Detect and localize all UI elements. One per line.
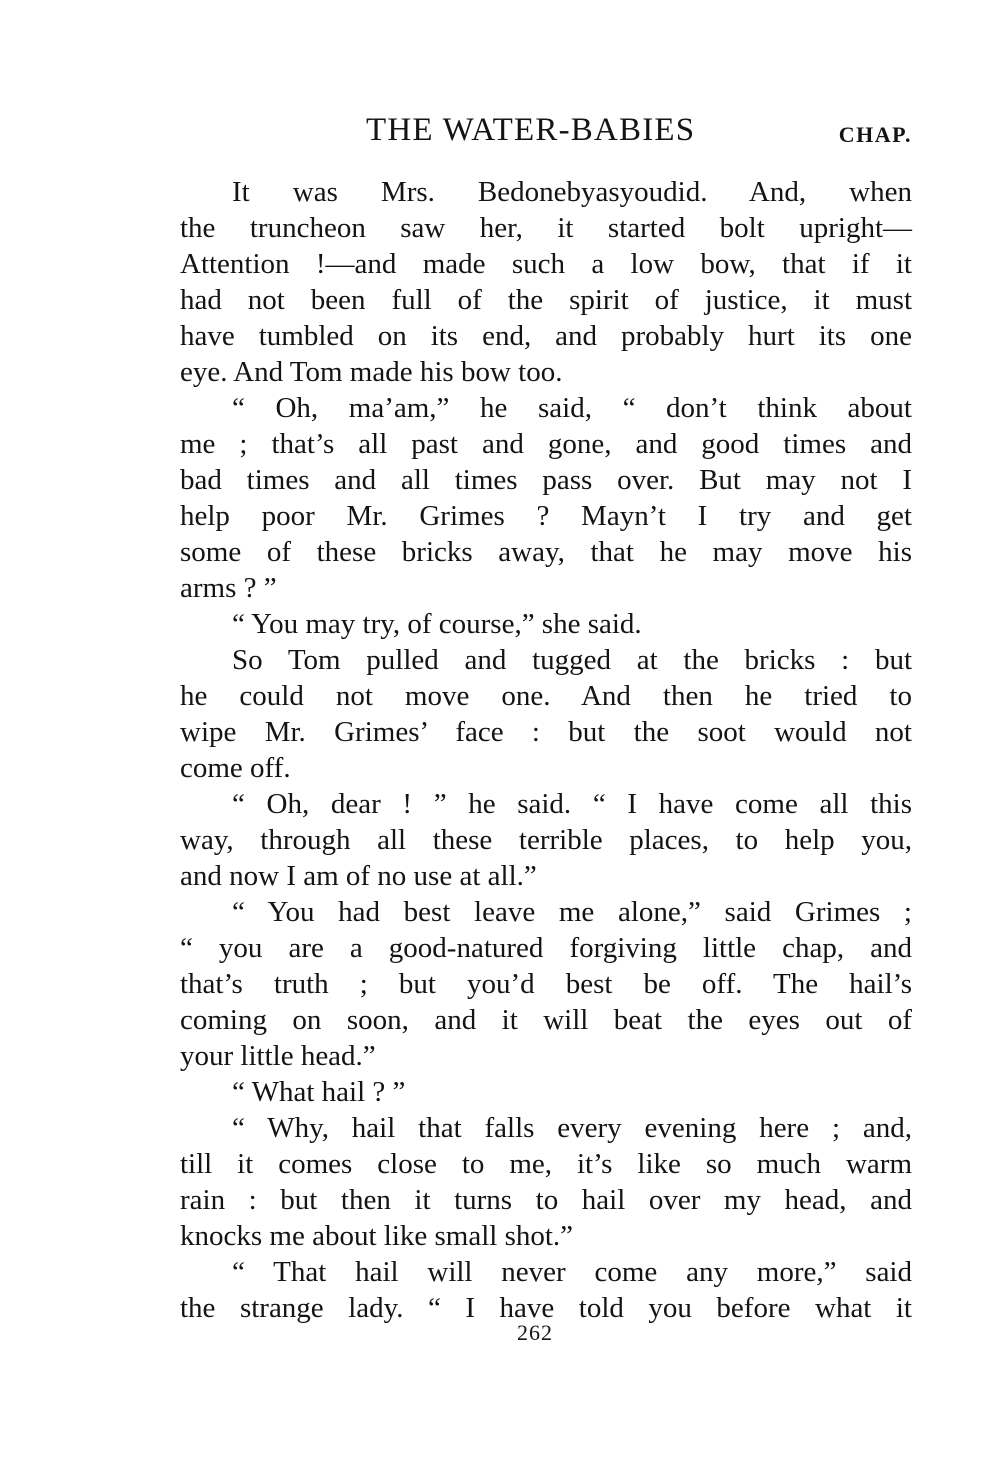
running-title: THE WATER-BABIES — [366, 112, 696, 148]
text-line: wipe Mr. Grimes’ face : but the soot would not — [180, 716, 912, 748]
text-line: come off. — [180, 752, 291, 784]
text-line: the strange lady. “ I have told you before what it — [180, 1292, 912, 1324]
text-line: some of these bricks away, that he may move his — [180, 536, 912, 568]
text-line: Attention !—and made such a low bow, that if it — [180, 248, 912, 280]
text-line: arms ? ” — [180, 572, 277, 604]
text-line: he could not move one. And then he tried to — [180, 680, 912, 712]
running-chapter-label: CHAP. — [838, 122, 912, 147]
text-line: “ you are a good-natured forgiving little chap, and — [180, 932, 912, 964]
text-line: way, through all these terrible places, to help you, — [180, 824, 912, 856]
text-line: coming on soon, and it will beat the eyes out of — [180, 1004, 912, 1036]
text-line: your little head.” — [180, 1040, 376, 1072]
text-line: and now I am of no use at all.” — [180, 860, 537, 892]
text-line: “ Oh, dear ! ” he said. “ I have come all this — [232, 788, 912, 820]
text-line: “ That hail will never come any more,” said — [232, 1256, 912, 1288]
text-line: till it comes close to me, it’s like so much warm — [180, 1148, 912, 1180]
text-line: the truncheon saw her, it started bolt upright— — [180, 212, 912, 244]
page-number: 262 — [517, 1320, 553, 1345]
text-line: “ Why, hail that falls every evening here ; and, — [232, 1112, 912, 1144]
text-line: So Tom pulled and tugged at the bricks : but — [232, 644, 912, 676]
text-line: knocks me about like small shot.” — [180, 1220, 574, 1252]
text-line: rain : but then it turns to hail over my head, and — [180, 1184, 912, 1216]
body-text — [180, 174, 912, 1326]
text-line: help poor Mr. Grimes ? Mayn’t I try and get — [180, 500, 912, 532]
text-line: bad times and all times pass over. But may not I — [180, 464, 912, 496]
text-line: “ You had best leave me alone,” said Grimes ; — [232, 896, 912, 928]
text-line: It was Mrs. Bedonebyasyoudid. And, when — [232, 176, 912, 208]
text-line: eye. And Tom made his bow too. — [180, 356, 563, 388]
text-line: “ What hail ? ” — [232, 1076, 406, 1108]
text-line: have tumbled on its end, and probably hurt its one — [180, 320, 912, 352]
running-head — [360, 112, 920, 156]
text-line: had not been full of the spirit of justice, it must — [180, 284, 912, 316]
text-line: “ Oh, ma’am,” he said, “ don’t think about — [232, 392, 912, 424]
text-line: me ; that’s all past and gone, and good times and — [180, 428, 912, 460]
text-line: that’s truth ; but you’d best be off. The hail’s — [180, 968, 912, 1000]
text-line: “ You may try, of course,” she said. — [232, 608, 642, 640]
